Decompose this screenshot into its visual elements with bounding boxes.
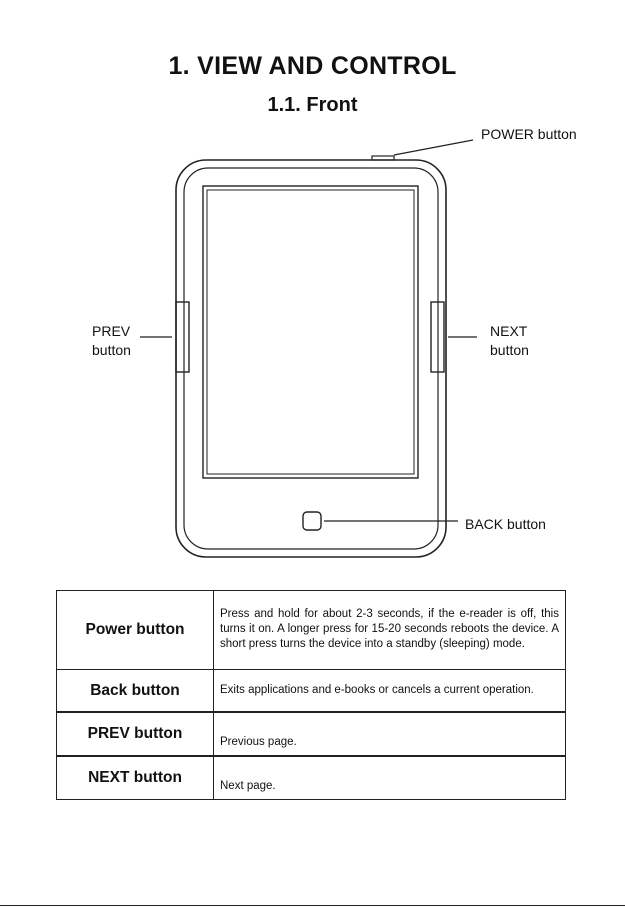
prev-button-shape bbox=[176, 302, 189, 372]
prev-button-label-line1: PREV bbox=[92, 323, 131, 339]
table-cell-description: Next page. bbox=[214, 756, 566, 800]
device-screen-inner bbox=[207, 190, 414, 474]
power-leader-line bbox=[394, 140, 473, 155]
page-bottom-rule bbox=[0, 905, 625, 906]
table-cell-name: Power button bbox=[57, 591, 214, 670]
table-cell-description: Previous page. bbox=[214, 712, 566, 756]
next-button-label-line2: button bbox=[490, 342, 529, 358]
next-button-label-line1: NEXT bbox=[490, 323, 528, 339]
table-cell-name: PREV button bbox=[57, 712, 214, 756]
prev-button-label-line2: button bbox=[92, 342, 131, 358]
page-title: 1. VIEW AND CONTROL bbox=[168, 52, 457, 80]
button-description-table bbox=[56, 590, 566, 800]
device-outer-body bbox=[176, 160, 446, 557]
table-cell-name: Back button bbox=[57, 670, 214, 713]
section-subtitle: 1.1. Front bbox=[267, 94, 358, 116]
table-row bbox=[57, 670, 566, 713]
table-row bbox=[57, 591, 566, 670]
back-button-shape bbox=[303, 512, 321, 530]
device-inner-bezel bbox=[184, 168, 438, 549]
power-button-label: POWER button bbox=[481, 126, 577, 142]
table-cell-name: NEXT button bbox=[57, 756, 214, 800]
table-cell-description: Press and hold for about 2-3 seconds, if the e-reader is off, this turns it on. A longer press for 15-20 seconds reboots the device. A short press turns the device into a standby (sleeping) mode. bbox=[214, 591, 566, 670]
device-screen-outer bbox=[203, 186, 418, 478]
table-row bbox=[57, 712, 566, 756]
table-cell-description: Exits applications and e-books or cancels a current operation. bbox=[214, 670, 566, 713]
table-row bbox=[57, 756, 566, 800]
back-button-label: BACK button bbox=[465, 516, 546, 532]
